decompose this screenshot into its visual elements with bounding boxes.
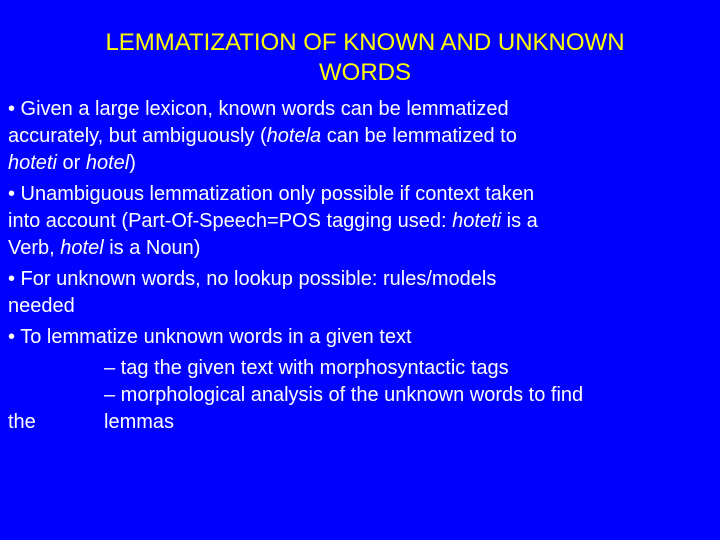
text-run: or: [56, 152, 86, 174]
bullet-line: [8, 123, 708, 150]
text-run: • Given a large lexicon, known words can be lemmatized: [8, 98, 509, 120]
sub-item-lead: the: [8, 411, 36, 433]
text-run: • To lemmatize unknown words in a given text: [8, 326, 412, 348]
italic-term: hotel: [60, 237, 104, 259]
text-run: accurately, but ambiguously (: [8, 125, 267, 147]
text-run: ): [129, 152, 136, 174]
bullet-item: [8, 324, 708, 351]
sub-item: [8, 355, 708, 382]
bullet-line: [8, 324, 708, 351]
slide-body: [8, 96, 708, 436]
italic-term: hoteti: [452, 210, 502, 232]
sub-item: [8, 382, 708, 409]
sub-item-text: – morphological analysis of the unknown words to find: [104, 384, 584, 406]
bullet-line: [8, 96, 708, 123]
title-line-1: LEMMATIZATION OF KNOWN AND UNKNOWN: [105, 29, 625, 56]
sub-item-text: – tag the given text with morphosyntactic tags: [104, 357, 509, 379]
text-run: into account (Part-Of-Speech=POS tagging used:: [8, 210, 453, 232]
text-run: is a Noun): [103, 237, 201, 259]
title-line-2: WORDS: [319, 59, 411, 86]
bullet-list: [8, 96, 708, 351]
text-run: can be lemmatized to: [321, 125, 517, 147]
bullet-line: [8, 181, 708, 208]
bullet-line: [8, 266, 708, 293]
text-run: Verb,: [8, 237, 61, 259]
bullet-item: [8, 181, 708, 262]
sub-item-list: [8, 355, 708, 436]
italic-term: hoteti: [8, 152, 57, 174]
italic-term: hotel: [85, 152, 130, 174]
italic-term: hotela: [266, 125, 322, 147]
text-run: • For unknown words, no lookup possible: rules/models: [8, 268, 497, 290]
bullet-item: [8, 266, 708, 320]
sub-item: [8, 409, 708, 436]
bullet-line: [8, 293, 708, 320]
bullet-line: [8, 235, 708, 262]
text-run: is a: [501, 210, 538, 232]
slide-title: [30, 28, 700, 88]
bullet-line: [8, 208, 708, 235]
sub-item-text: lemmas: [104, 411, 175, 433]
text-run: needed: [8, 295, 75, 317]
bullet-line: [8, 150, 708, 177]
text-run: • Unambiguous lemmatization only possible if context taken: [8, 183, 535, 205]
bullet-item: [8, 96, 708, 177]
